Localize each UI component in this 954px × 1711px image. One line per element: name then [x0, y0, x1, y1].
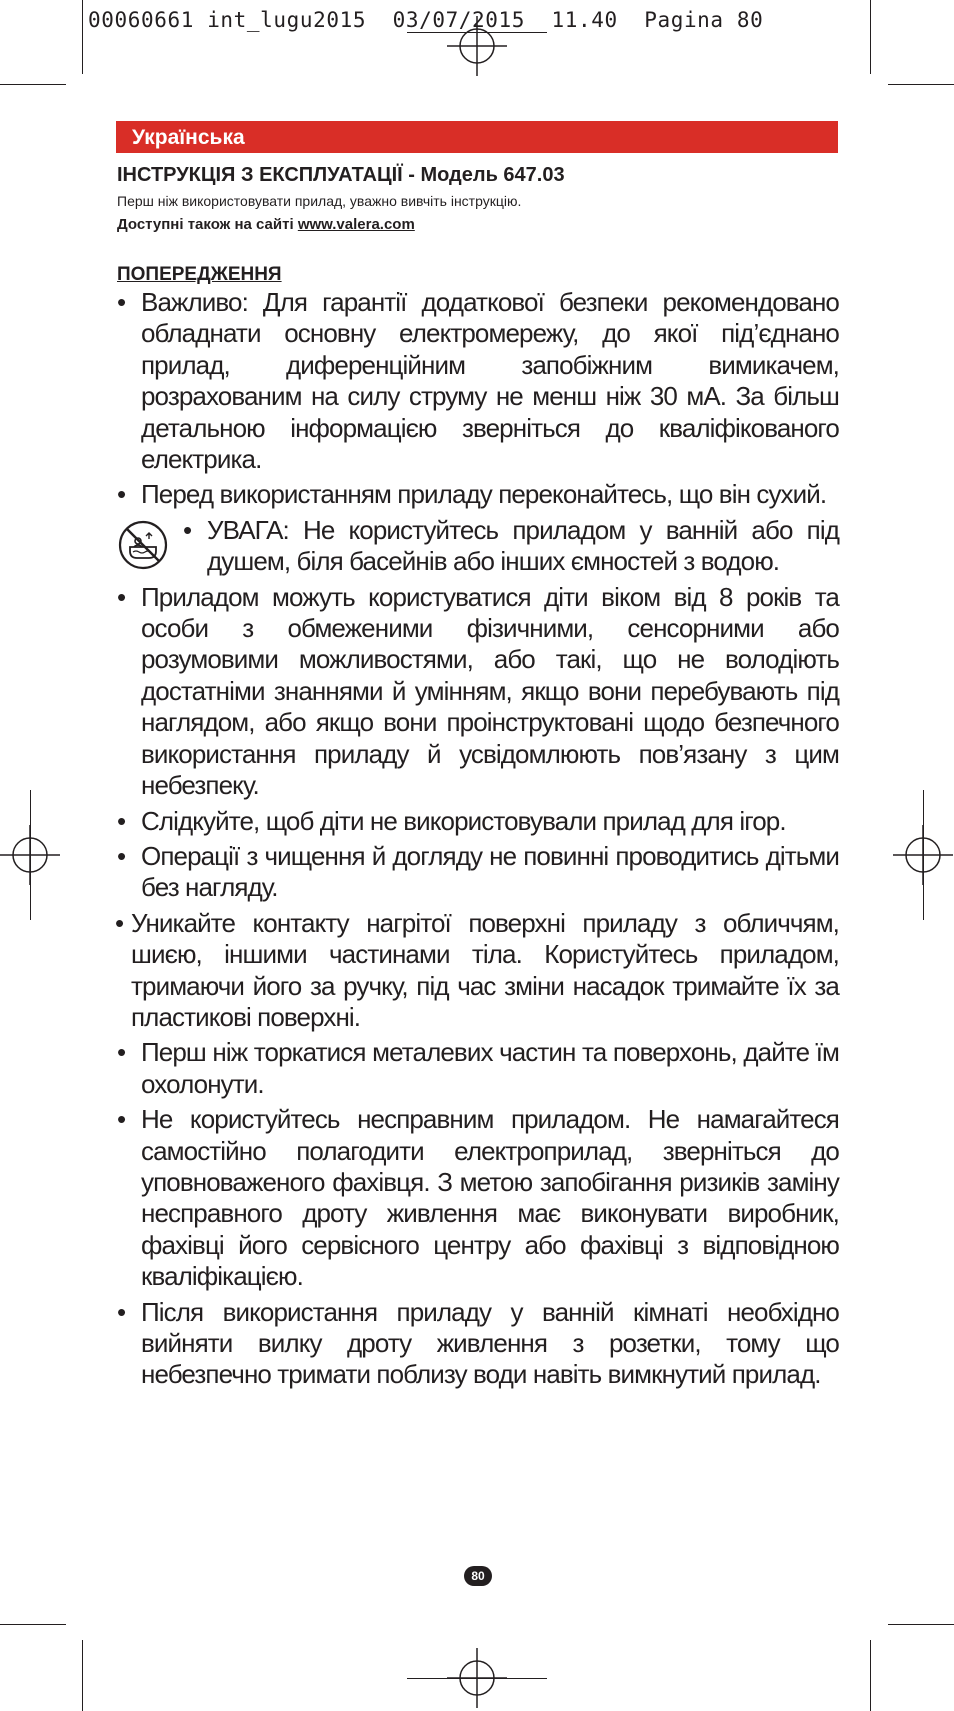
crop-mark — [82, 0, 83, 74]
website-line — [117, 213, 839, 237]
registration-mark-top — [445, 14, 509, 78]
crop-mark — [0, 1624, 66, 1625]
crop-mark — [888, 84, 954, 85]
crop-mark — [0, 84, 66, 85]
warning-item: • Операції з чищення й догляду не повинні проводитись дітьми без нагляду. — [117, 841, 839, 904]
crop-mark — [888, 1624, 954, 1625]
warning-item-bath — [117, 515, 839, 578]
crop-mark — [82, 1640, 83, 1711]
warning-text: УВАГА: Не користуйтесь приладом у ванній або під душем, біля басейнів або інших ємностей з водою. — [207, 514, 839, 577]
warning-list — [117, 287, 839, 1391]
crop-mark — [870, 1640, 871, 1711]
warning-item: • Уникайте контакту нагрітої поверхні приладу з обличчям, шиєю, іншими частинами тіла. Користуйтесь приладом, тримаючи його за ручку, під час зміни насадок тримайте їх за пластикові поверхні. — [117, 908, 839, 1034]
warning-item: • Після використання приладу у ванній кімнаті необхідно вийняти вилку дроту живлення з розетки, тому що небезпечно тримати поблизу води навіть вимкнутий прилад. — [117, 1297, 839, 1391]
language-label: Українська — [132, 126, 245, 149]
warning-item: • Перед використанням приладу переконайтесь, що він сухий. — [117, 479, 839, 510]
print-header: 00060661 int_lugu2015 03/07/2015 11.40 Pagina 80 — [88, 8, 764, 32]
manual-title: ІНСТРУКЦІЯ З ЕКСПЛУАТАЦІЇ - Модель 647.03 — [117, 164, 565, 186]
warning-heading: ПОПЕРЕДЖЕННЯ — [117, 264, 282, 285]
warning-item: • Не користуйтесь несправним приладом. Не намагайтеся самостійно полагодити електроприлад, зверніться до уповноваженого фахівця. З метою запобігання ризиків заміну несправного дроту живлення має виконувати виробник, фахівці його сервісного центру або фахівці з відповідною кваліфікацією. — [117, 1104, 839, 1292]
registration-mark-left — [0, 823, 62, 887]
manual-subtitle: Перш ніж використовувати прилад, уважно вивчіть інструкцію. — [117, 193, 522, 209]
warning-item: • Слідкуйте, щоб діти не використовували прилад для ігор. — [117, 806, 839, 837]
language-bar — [116, 121, 838, 153]
registration-mark-bottom — [445, 1646, 509, 1710]
registration-mark-right — [891, 823, 954, 887]
website-prefix: Доступні також на сайті — [117, 216, 294, 233]
manual-content — [117, 163, 839, 1395]
website-link[interactable]: www.valera.com — [297, 216, 415, 233]
crop-mark — [870, 0, 871, 74]
no-bath-shower-icon — [117, 519, 169, 571]
warning-item: • Важливо: Для гарантії додаткової безпеки рекомендовано обладнати основну електромережу, до якої під’єднано прилад, диференційним запобіжним вимикачем, розрахованим на силу струму не менш ніж 30 мА. За більш детальною інформацією зверніться до кваліфікованого електрика. — [117, 287, 839, 475]
page-number: 80 — [464, 1566, 492, 1586]
warning-item: • Приладом можуть користуватися діти віком від 8 років та особи з обмеженими фізичними, сенсорними або розумовими можливостями, або такі, що не володіють достатніми знаннями й умінням, якщо вони перебувають під наглядом, або якщо вони проінструктовані щодо безпечного використання приладу й усвідомлюють пов’язану з цим небезпеку. — [117, 582, 839, 802]
warning-item: • Перш ніж торкатися металевих частин та поверхонь, дайте їм охолонути. — [117, 1037, 839, 1100]
